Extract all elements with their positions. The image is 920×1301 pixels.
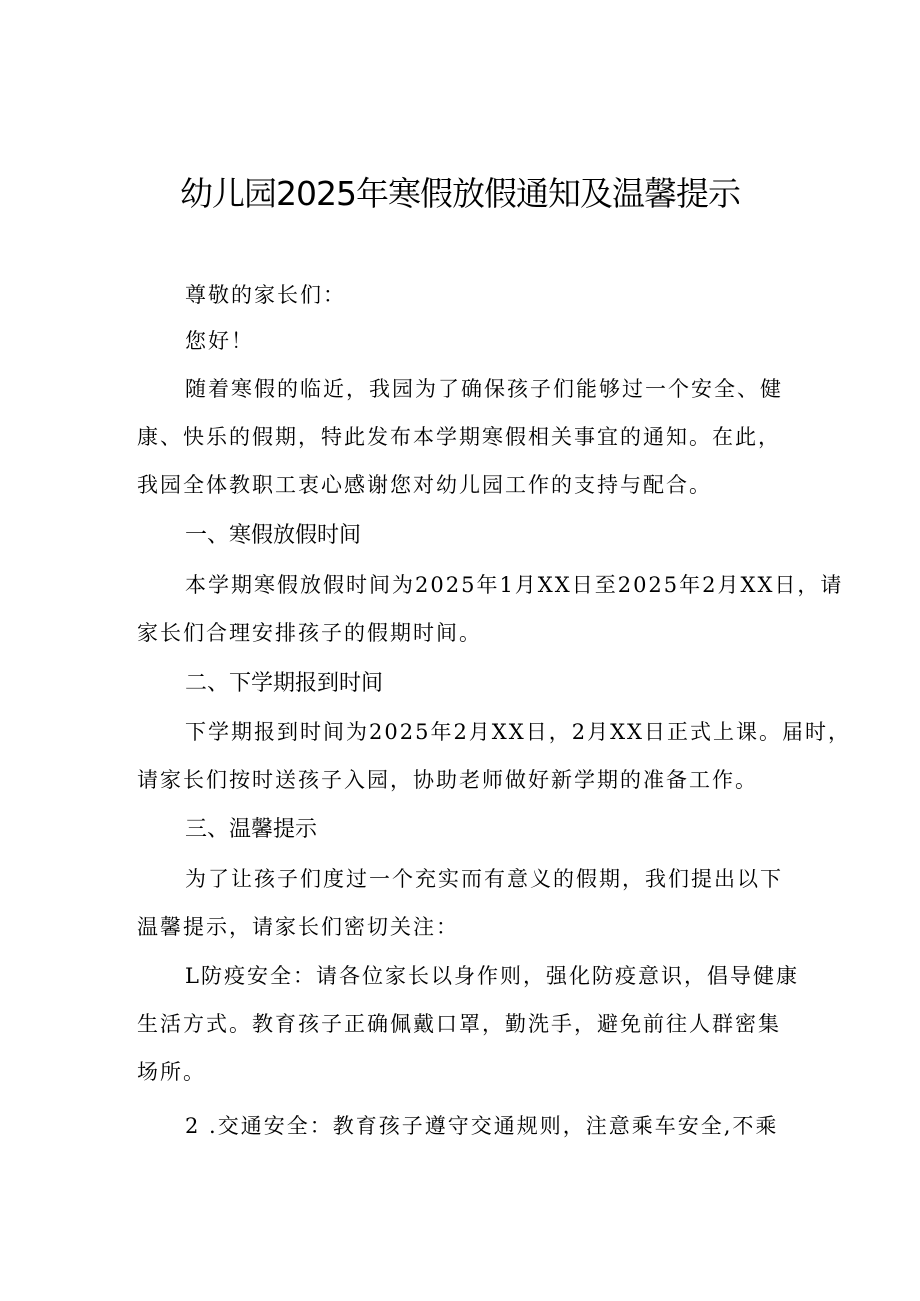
section-2-heading: 二、下学期报到时间 — [185, 671, 384, 696]
section-2-paragraph — [137, 708, 851, 804]
tip-1-paragraph — [137, 952, 802, 1096]
section-3-intro-line-2: 温馨提示，请家长们密切关注： — [137, 915, 459, 939]
section-3-intro — [137, 855, 802, 951]
document-title: 幼儿园2025年寒假放假通知及温馨提示 — [180, 174, 740, 213]
section-1-line-2: 家长们合理安排孩子的假期时间。 — [137, 621, 482, 645]
section-1-paragraph — [137, 561, 844, 657]
section-3-intro-line-1: 为了让孩子们度过一个充实而有意义的假期，我们提出以下 — [185, 867, 783, 891]
salutation — [137, 271, 802, 319]
section-3-heading: 三、温馨提示 — [185, 817, 318, 842]
tip-2-line-1: 2 .交通安全：教育孩子遵守交通规则，注意乘车安全,不乘 — [185, 1114, 779, 1138]
tip-1-line-1: L防疫安全：请各位家长以身作则，强化防疫意识，倡导健康 — [185, 964, 799, 988]
section-1-heading: 一、寒假放假时间 — [185, 523, 362, 548]
section-2-line-2: 请家长们按时送孩子入园，协助老师做好新学期的准备工作。 — [137, 768, 758, 792]
intro-line-3: 我园全体教职工衷心感谢您对幼儿园工作的支持与配合。 — [137, 473, 712, 497]
section-1-line-1: 本学期寒假放假时间为2025年1月XX日至2025年2月XX日，请 — [185, 573, 844, 597]
tip-1-line-2: 生活方式。教育孩子正确佩戴口罩，勤洗手，避免前往人群密集 — [137, 1012, 781, 1036]
section-2-line-1: 下学期报到时间为2025年2月XX日，2月XX日正式上课。届时， — [185, 720, 851, 744]
intro-line-1: 随着寒假的临近，我园为了确保孩子们能够过一个安全、健 — [185, 377, 783, 401]
salutation-line: 尊敬的家长们： — [185, 283, 346, 307]
intro-line-2: 康、快乐的假期，特此发布本学期寒假相关事宜的通知。在此， — [137, 425, 781, 449]
tip-2-paragraph — [137, 1102, 802, 1150]
greeting-line: 您好！ — [185, 329, 254, 353]
intro-paragraph — [137, 365, 802, 509]
tip-1-line-3: 场所。 — [137, 1060, 206, 1084]
greeting — [137, 317, 802, 365]
